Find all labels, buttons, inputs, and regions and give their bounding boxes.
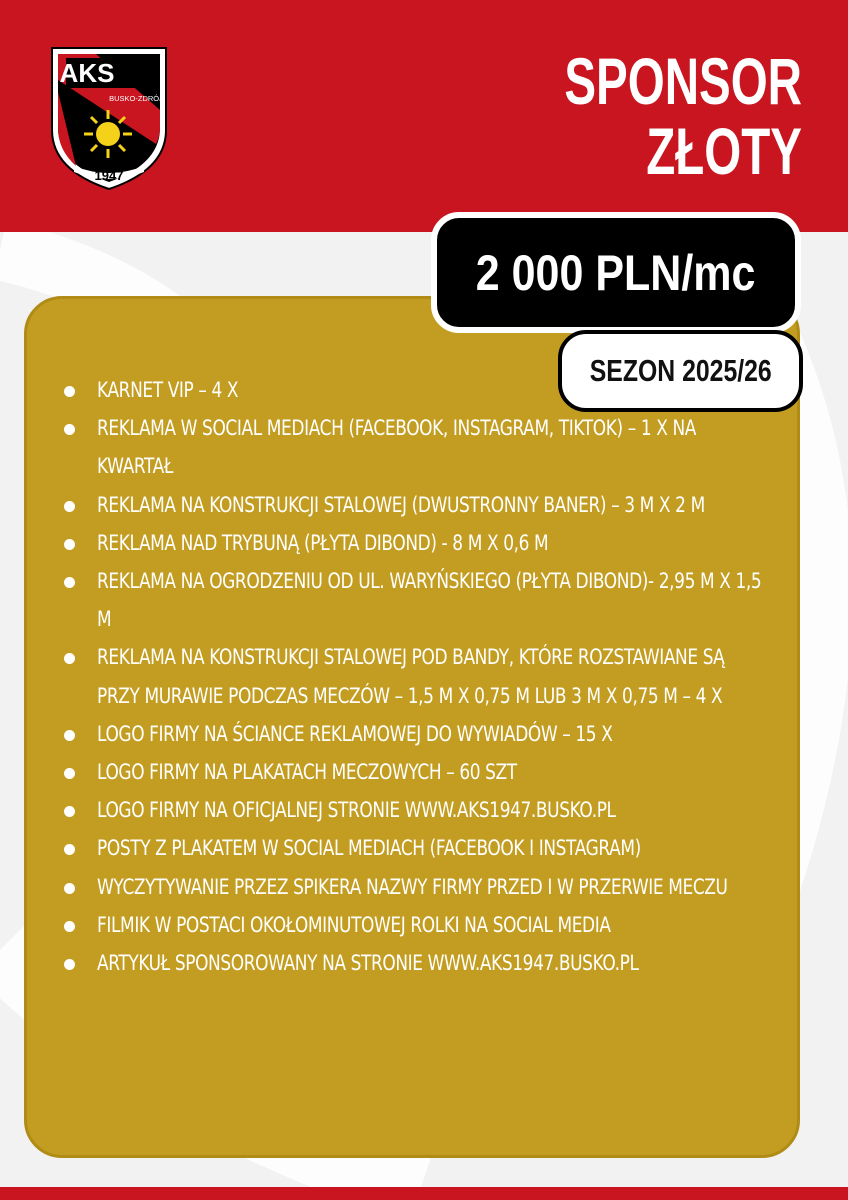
bullet-icon — [64, 424, 75, 435]
bullet-icon — [64, 577, 75, 588]
bullet-icon — [64, 501, 75, 512]
list-item: FILMIK W POSTACI OKOŁOMINUTOWEJ ROLKI NA SOCIAL MEDIA — [62, 907, 802, 945]
bullet-icon — [64, 883, 75, 894]
list-item: REKLAMA W SOCIAL MEDIACH (FACEBOOK, INSTAGRAM, TIKTOK) – 1 X NA KWARTAŁ — [62, 410, 802, 486]
list-item: LOGO FIRMY NA ŚCIANCE REKLAMOWEJ DO WYWIADÓW – 15 X — [62, 716, 802, 754]
list-item: POSTY Z PLAKATEM W SOCIAL MEDIACH (FACEBOOK I INSTAGRAM) — [62, 830, 802, 868]
bullet-icon — [64, 653, 75, 664]
bullet-icon — [64, 730, 75, 741]
price-text: 2 000 PLN/mc — [476, 244, 756, 301]
crest-town-text: BUSKO-ZDRÓJ — [109, 94, 163, 103]
list-item: KARNET VIP – 4 X — [62, 372, 802, 410]
list-item: REKLAMA NA KONSTRUKCJI STALOWEJ (DWUSTRONNY BANER) – 3 M X 2 M — [62, 487, 802, 525]
list-item: ARTYKUŁ SPONSOROWANY NA STRONIE WWW.AKS1947.BUSKO.PL — [62, 945, 802, 983]
crest-year-text: 1947 — [94, 168, 124, 183]
list-item: WYCZYTYWANIE PRZEZ SPIKERA NAZWY FIRMY PRZED I W PRZERWIE MECZU — [62, 869, 802, 907]
list-item: LOGO FIRMY NA PLAKATACH MECZOWYCH – 60 SZT — [62, 754, 802, 792]
club-crest-logo — [46, 40, 172, 192]
bullet-icon — [64, 539, 75, 550]
bullet-icon — [64, 386, 75, 397]
bullet-icon — [64, 921, 75, 932]
list-item: LOGO FIRMY NA OFICJALNEJ STRONIE WWW.AKS1947.BUSKO.PL — [62, 792, 802, 830]
season-text: SEZON 2025/26 — [589, 353, 772, 388]
bottom-band — [0, 1187, 848, 1200]
list-item: REKLAMA NAD TRYBUNĄ (PŁYTA DIBOND) - 8 M X 0,6 M — [62, 525, 802, 563]
crest-name-text: AKS — [59, 58, 115, 88]
bullet-icon — [64, 768, 75, 779]
title-line-1: SPONSOR — [564, 44, 802, 118]
price-badge — [431, 212, 801, 333]
list-item: REKLAMA NA OGRODZENIU OD UL. WARYŃSKIEGO (PŁYTA DIBOND)- 2,95 M X 1,5 M — [62, 563, 802, 639]
bullet-icon — [64, 806, 75, 817]
bullet-icon — [64, 844, 75, 855]
title-line-2: ZŁOTY — [646, 114, 802, 188]
benefits-list — [62, 372, 802, 983]
sun-icon — [84, 110, 132, 158]
bullet-icon — [64, 959, 75, 970]
list-item: REKLAMA NA KONSTRUKCJI STALOWEJ POD BANDY, KTÓRE ROZSTAWIANE SĄ PRZY MURAWIE PODCZAS MECZÓW – 1,5 M X 0,75 M LUB 3 M X 0,75 M – 4 X — [62, 639, 802, 715]
page-title — [543, 46, 802, 186]
